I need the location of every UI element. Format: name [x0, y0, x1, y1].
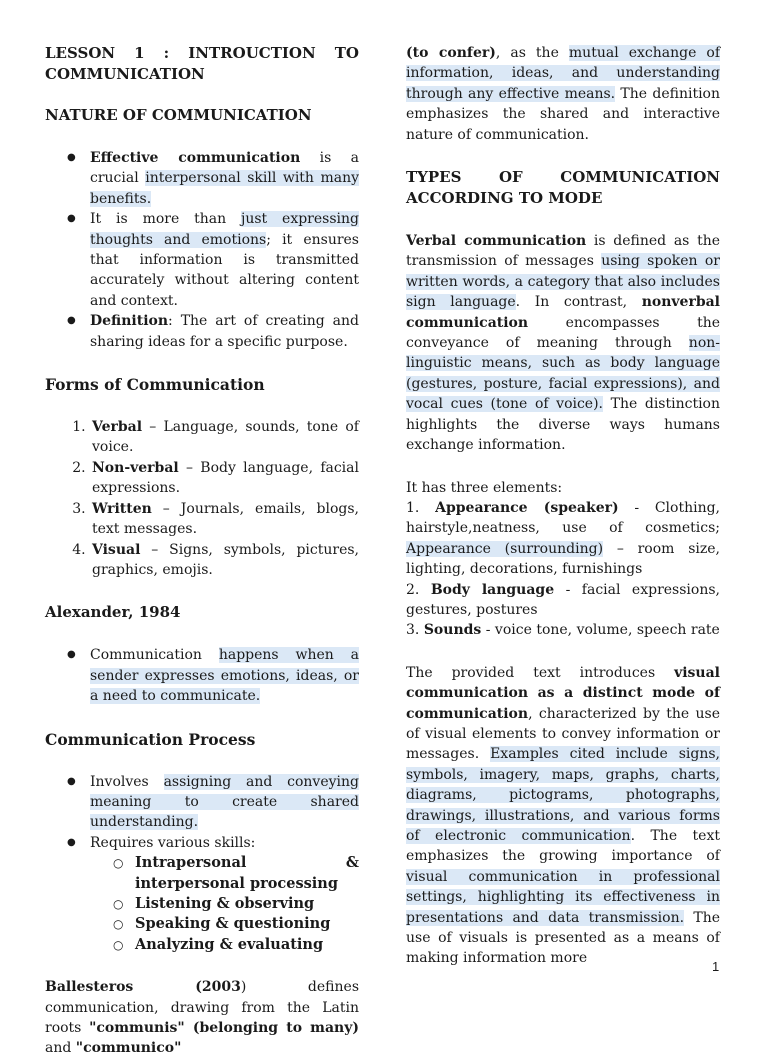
skill-item: ○ Analyzing & evaluating [135, 935, 359, 955]
element-appearance: 1. Appearance (speaker) - Clothing, hairstyle,neatness, use of cosmetics; Appearance (surrounding) – room size, lighting, decorations, furnishings [406, 499, 720, 578]
visual-paragraph: The provided text introduces visual communication as a distinct mode of communication, characterized by the use of visual elements to convey information or messages. Examples cited include signs, symbols, imagery, maps, graphs, charts, diagrams, pictograms, photographs, drawings, illustrations, and various forms of electronic communication. The text emphasizes the growing importance of visual communication in professional settings, highlighting its effectiveness in presentations and data transmission. The use of visuals is presented as a means of making information more [406, 664, 721, 967]
list-item: ● Communication happens when a sender expresses emotions, ideas, or a need to communicate. [90, 645, 359, 706]
verbal-paragraph: Verbal communication is defined as the transmission of messages using spoken or written words, a category that also includes sign language. In contrast, nonverbal communication encompasses the conveyance of meaning through non-linguistic means, such as body language (gestures, posture, facial expressions), and vocal cues (tone of voice). The distinction highlights the diverse ways humans exchange information. [406, 233, 720, 454]
ballesteros-paragraph: Ballesteros (2003) defines communication, drawing from the Latin roots "communis" (belonging to many) and "communico" [45, 979, 359, 1057]
forms-list [45, 417, 359, 580]
list-item: ● Requires various skills: ○ Intrapersonal & interpersonal processing ○ Listening & observing ○ Speaking & questioning ○ Analyzing & evaluating [90, 833, 359, 955]
skill-item: ○ Listening & observing [135, 894, 359, 914]
list-item: 2. Non-verbal – Body language, facial expressions. [90, 458, 359, 499]
element-body-language: 2. Body language - facial expressions, gestures, postures [406, 581, 720, 618]
nature-list [45, 148, 359, 352]
right-column [406, 43, 720, 969]
nature-heading: NATURE OF COMMUNICATION [45, 106, 312, 124]
list-item: ● Definition: The art of creating and sharing ideas for a specific purpose. [90, 311, 359, 352]
left-column [45, 43, 359, 1059]
process-heading: Communication Process [45, 729, 256, 749]
alexander-list [45, 645, 359, 706]
alexander-heading: Alexander, 1984 [45, 603, 181, 622]
skills-list [90, 853, 359, 955]
types-heading: TYPES OF COMMUNICATION ACCORDING TO MODE [406, 168, 720, 208]
skill-item: ○ Speaking & questioning [135, 914, 359, 934]
skill-item: ○ Intrapersonal & interpersonal processing [135, 853, 359, 894]
element-sounds: 3. Sounds - voice tone, volume, speech rate [406, 622, 720, 639]
forms-heading: Forms of Communication [45, 375, 265, 395]
list-item: ● Involves assigning and conveying meaning to create shared understanding. [90, 772, 359, 833]
page-number: 1 [712, 959, 720, 974]
elements-intro: It has three elements: [406, 479, 563, 496]
lesson-title: LESSON 1 : INTROUCTION TO COMMUNICATION [45, 44, 359, 83]
list-item: 4. Visual – Signs, symbols, pictures, graphics, emojis. [90, 540, 359, 581]
list-item: 1. Verbal – Language, sounds, tone of voice. [90, 417, 359, 458]
list-item: ● It is more than just expressing thoughts and emotions; it ensures that information is transmitted accurately without altering content and context. [90, 209, 359, 311]
definition-continued-paragraph: (to confer), as the mutual exchange of information, ideas, and understanding through any effective means. The definition emphasizes the shared and interactive nature of communication. [406, 45, 721, 143]
list-item: ● Effective communication is a crucial interpersonal skill with many benefits. [90, 148, 359, 209]
process-list [45, 772, 359, 956]
list-item: 3. Written – Journals, emails, blogs, text messages. [90, 499, 359, 540]
